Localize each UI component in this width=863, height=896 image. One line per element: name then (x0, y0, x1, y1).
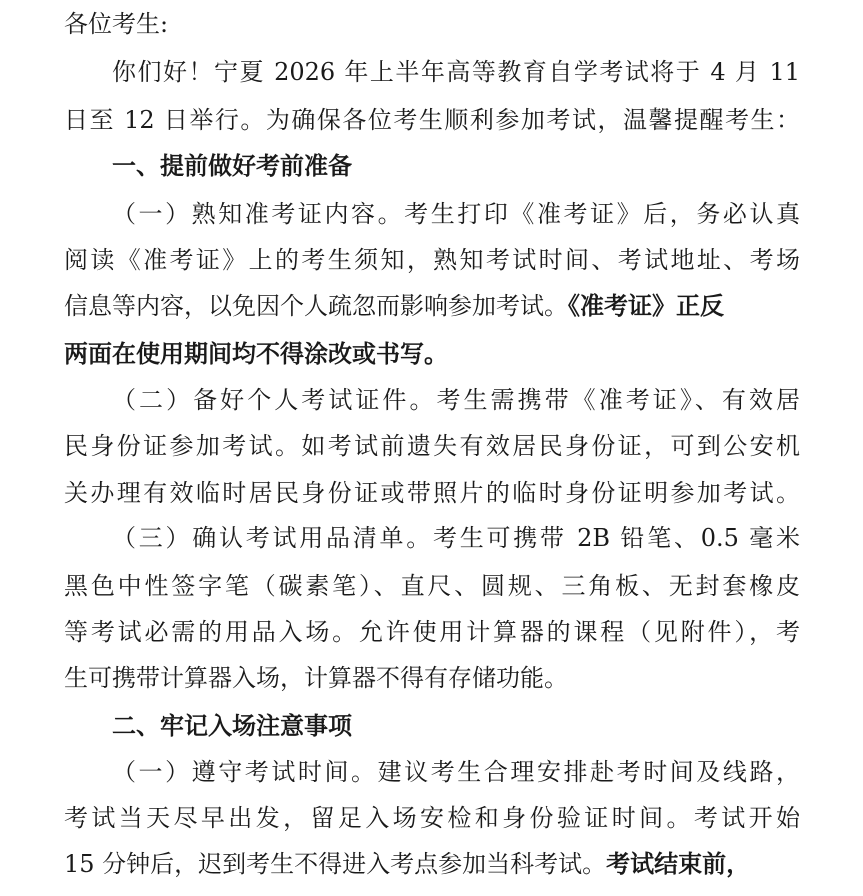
section-1-heading: 一、提前做好考前准备 (112, 152, 352, 180)
section-2-item-1-text: 15 分钟后，迟到考生不得进入考点参加当科考试。 (64, 850, 607, 878)
section-1-item-1-line-4 (64, 334, 800, 374)
section-2-item-1-line-1: （一）遵守考试时间。建议考生合理安排赴考时间及线路， (112, 758, 800, 786)
section-1-item-1-line-2: 阅读《准考证》上的考生须知，熟知考试时间、考试地址、考场 (64, 246, 800, 274)
section-1-item-3-line-2: 黑色中性签字笔（碳素笔）、直尺、圆规、三角板、无封套橡皮 (64, 572, 800, 600)
section-1-item-2-line-3: 关办理有效临时居民身份证或带照片的临时身份证明参加考试。 (64, 479, 800, 507)
section-2-item-1-line-3 (64, 844, 800, 884)
section-2-item-1-line-2: 考试当天尽早出发，留足入场安检和身份验证时间。考试开始 (64, 804, 800, 832)
section-1-item-2-line-1: （二）备好个人考试证件。考生需携带《准考证》、有效居 (112, 386, 800, 414)
section-1-item-2-line-2: 民身份证参加考试。如考试前遗失有效居民身份证，可到公安机 (64, 432, 800, 460)
intro-paragraph-line-1: 你们好！宁夏 2026 年上半年高等教育自学考试将于 4 月 11 (112, 58, 800, 86)
item-1-emphasis-cont: 两面在使用期间均不得涂改或书写。 (64, 340, 448, 368)
item-1-emphasis: 《准考证》正反 (568, 292, 724, 320)
section-1-item-3-line-3: 等考试必需的用品入场。允许使用计算器的课程（见附件），考 (64, 618, 800, 646)
section-1-item-1-line-1: （一）熟知准考证内容。考生打印《准考证》后，务必认真 (112, 200, 800, 228)
section-2-item-1-emphasis: 考试结束前， (606, 850, 751, 878)
item-1-text: 信息等内容，以免因个人疏忽而影响参加考试。 (64, 292, 568, 320)
greeting: 各位考生: (64, 10, 169, 38)
section-2-heading: 二、牢记入场注意事项 (112, 712, 352, 740)
section-1-item-3-line-1: （三）确认考试用品清单。考生可携带 2B 铅笔、0.5 毫米 (112, 524, 800, 552)
intro-paragraph-line-2: 日至 12 日举行。为确保各位考生顺利参加考试，温馨提醒考生： (64, 106, 800, 134)
section-1-item-3-line-4: 生可携带计算器入场，计算器不得有存储功能。 (64, 664, 568, 692)
section-1-item-1-line-3 (64, 286, 800, 326)
